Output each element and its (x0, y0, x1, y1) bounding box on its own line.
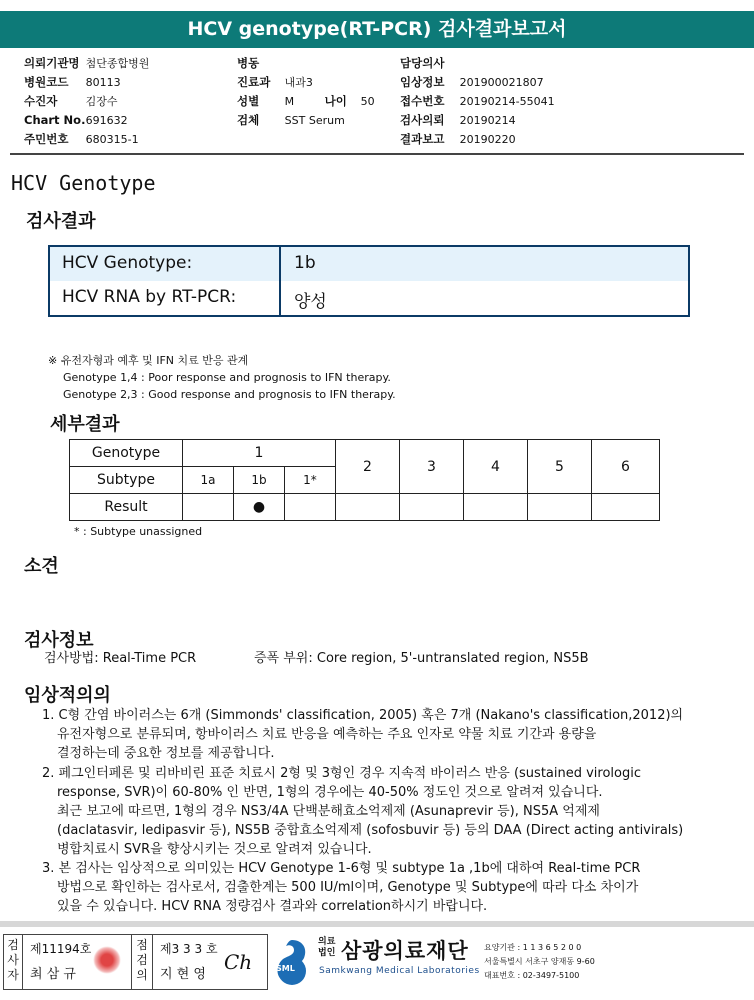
result-column-divider (279, 247, 281, 315)
result-1a (183, 494, 234, 521)
checker-signature: Ch (224, 950, 253, 974)
report-heading: HCV Genotype (11, 171, 156, 195)
label-patient: 수진자 (24, 94, 58, 108)
genotype-value: 1b (294, 253, 316, 273)
footer-divider (0, 921, 754, 927)
note-line-3: Genotype 2,3 : Good response and prognosis to IFN therapy. (63, 388, 396, 401)
rna-label: HCV RNA by RT-PCR: (62, 287, 237, 307)
subtype-1-unassigned: 1* (285, 467, 336, 494)
value-department: 내과3 (284, 76, 313, 89)
result-box (48, 245, 690, 317)
result-2 (336, 494, 400, 521)
result-section-title: 검사결과 (26, 211, 96, 232)
result-1b-mark: ● (234, 494, 285, 521)
genotype-label: HCV Genotype: (62, 253, 193, 273)
amplification-region: 증폭 부위: Core region, 5'-untranslated region, NS5B (254, 651, 589, 666)
genotype-table (69, 439, 660, 521)
signature-divider-2 (131, 934, 132, 990)
org-prefix (318, 937, 335, 959)
genotype-5-header: 5 (528, 440, 592, 494)
org-english-name: Samkwang Medical Laboratories (319, 966, 480, 976)
value-patient: 김장수 (85, 95, 118, 108)
detail-section-title: 세부결과 (50, 414, 120, 435)
checker-license-no: 제3 3 3 호 (160, 942, 218, 956)
header-divider (10, 153, 744, 155)
clinical-p2-line-5: 병합치료시 SVR을 향상시키는 것으로 알려져 있습니다. (57, 842, 372, 857)
label-chart-no: Chart No. (24, 113, 86, 127)
label-receipt-no: 접수번호 (400, 94, 445, 108)
subtype-1b: 1b (234, 467, 285, 494)
subtype-footnote: * : Subtype unassigned (74, 525, 203, 538)
clinical-p2-line-2: response, SVR)이 60-80% 인 반면, 1형의 경우에는 40-50% 정도인 것으로 알려져 있습니다. (57, 785, 603, 800)
header-col3 (400, 54, 555, 149)
result-3 (400, 494, 464, 521)
value-resident-no: 680315-1 (85, 133, 139, 146)
label-ward: 병동 (237, 56, 260, 70)
value-chart-no: 691632 (85, 114, 128, 127)
org-prefix-line-1: 의료 (318, 937, 336, 947)
test-method: 검사방법: Real-Time PCR (44, 651, 197, 666)
result-row-label: Result (70, 494, 183, 521)
org-prefix-line-2: 법인 (318, 948, 336, 958)
opinion-title: 소견 (24, 556, 59, 577)
result-1-unassigned (285, 494, 336, 521)
clinical-p2-line-1: 2. 페그인터페론 및 리바비린 표준 치료시 2형 및 3형인 경우 지속적 바이러스 반응 (sustained virologic (42, 766, 642, 781)
org-code: 요양기관 : 1 1 3 6 5 2 0 0 (484, 943, 582, 952)
subtype-header-label: Subtype (70, 467, 183, 494)
genotype-2-header: 2 (336, 440, 400, 494)
checker-label: 점검의 (136, 938, 148, 982)
org-address: 서울특별시 서초구 양재동 9-60 (484, 957, 595, 966)
org-name: 삼광의료재단 (341, 939, 469, 963)
label-hospital-code: 병원코드 (24, 75, 69, 89)
value-hospital: 첨단종합병원 (85, 57, 150, 70)
result-row-genotype (50, 247, 688, 281)
label-resident-no: 주민번호 (24, 132, 69, 146)
clinical-p2-line-3: 최근 보고에 따르면, 1형의 경우 NS3/4A 단백분해효소억제제 (Asunaprevir 등), NS5A 억제제 (57, 804, 600, 819)
tester-license-no: 제11194호 (30, 942, 92, 956)
value-request-date: 20190214 (459, 114, 516, 127)
org-contact (484, 941, 595, 983)
label-doctor: 담당의사 (400, 56, 445, 70)
logo-badge-text: SML (276, 964, 295, 973)
test-info-title: 검사정보 (24, 630, 94, 651)
value-report-date: 20190220 (459, 133, 516, 146)
org-phone: 대표번호 : 02-3497-5100 (484, 971, 580, 980)
genotype-header-label: Genotype (70, 440, 183, 467)
clinical-p3-line-2: 방법으로 확인하는 검사로서, 검출한계는 500 IU/ml이며, Genotype 및 Subtype에 따라 다소 차이가 (57, 880, 639, 895)
label-specimen: 검체 (237, 113, 260, 127)
value-clinical-info: 201900021807 (459, 76, 544, 89)
label-report-date: 결과보고 (400, 132, 445, 146)
clinical-p1-line-3: 결정하는데 중요한 정보를 제공합니다. (57, 746, 275, 761)
report-title: HCV genotype(RT-PCR) 검사결과보고서 (0, 11, 754, 48)
tester-label: 검사자 (7, 938, 19, 982)
subtype-1a: 1a (183, 467, 234, 494)
header-col2 (237, 54, 375, 130)
label-hospital: 의뢰기관명 (24, 56, 80, 70)
clinical-p1-line-2: 유전자형으로 분류되며, 항바이러스 치료 반응을 예측하는 주요 인자로 약물 치료 기간과 용량을 (57, 727, 597, 742)
note-line-2: Genotype 1,4 : Poor response and prognosis to IFN therapy. (63, 371, 391, 384)
label-clinical-info: 임상정보 (400, 75, 445, 89)
label-department: 진료과 (237, 75, 271, 89)
header-col1 (24, 54, 149, 149)
signature-divider-3 (152, 934, 153, 990)
genotype-note (48, 352, 396, 403)
clinical-paragraph-1 (42, 706, 747, 763)
clinical-p3-line-3: 있을 수 있습니다. HCV RNA 정량검사 결과와 correlation하시기 바랍니다. (57, 899, 488, 914)
result-row-rna (50, 281, 688, 315)
clinical-p2-line-4: (daclatasvir, ledipasvir 등), NS5B 중합효소억제제 (sofosbuvir 등) 등의 DAA (Direct acting antivirals) (57, 823, 684, 838)
tester-seal-stamp (93, 946, 121, 974)
value-specimen: SST Serum (284, 114, 345, 127)
clinical-p1-line-1: 1. C형 간염 바이러스는 6개 (Simmonds' classification, 2005) 혹은 7개 (Nakano's classification,2012)의 (42, 708, 684, 723)
value-receipt-no: 20190214-55041 (459, 95, 555, 108)
genotype-1-header: 1 (183, 440, 336, 467)
label-sex: 성별 (237, 94, 260, 108)
checker-name: 지 현 영 (160, 967, 206, 982)
genotype-3-header: 3 (400, 440, 464, 494)
signature-divider-1 (22, 934, 23, 990)
clinical-paragraph-3 (42, 859, 747, 916)
label-request-date: 검사의뢰 (400, 113, 445, 127)
sml-logo-icon (272, 936, 312, 988)
value-hospital-code: 80113 (85, 76, 121, 89)
result-4 (464, 494, 528, 521)
clinical-paragraph-2 (42, 764, 747, 859)
value-sex: M (284, 95, 295, 108)
clinical-title: 임상적의의 (24, 685, 111, 706)
label-age: 나이 (324, 94, 347, 108)
result-6 (592, 494, 660, 521)
tester-name: 최 삼 규 (30, 967, 76, 982)
value-age: 50 (360, 95, 375, 108)
genotype-4-header: 4 (464, 440, 528, 494)
clinical-p3-line-1: 3. 본 검사는 임상적으로 의미있는 HCV Genotype 1-6형 및 subtype 1a ,1b에 대하여 Real-time PCR (42, 861, 641, 876)
result-5 (528, 494, 592, 521)
rna-value: 양성 (294, 292, 327, 312)
genotype-6-header: 6 (592, 440, 660, 494)
note-line-1: ※ 유전자형과 예후 및 IFN 치료 반응 관계 (48, 354, 249, 367)
